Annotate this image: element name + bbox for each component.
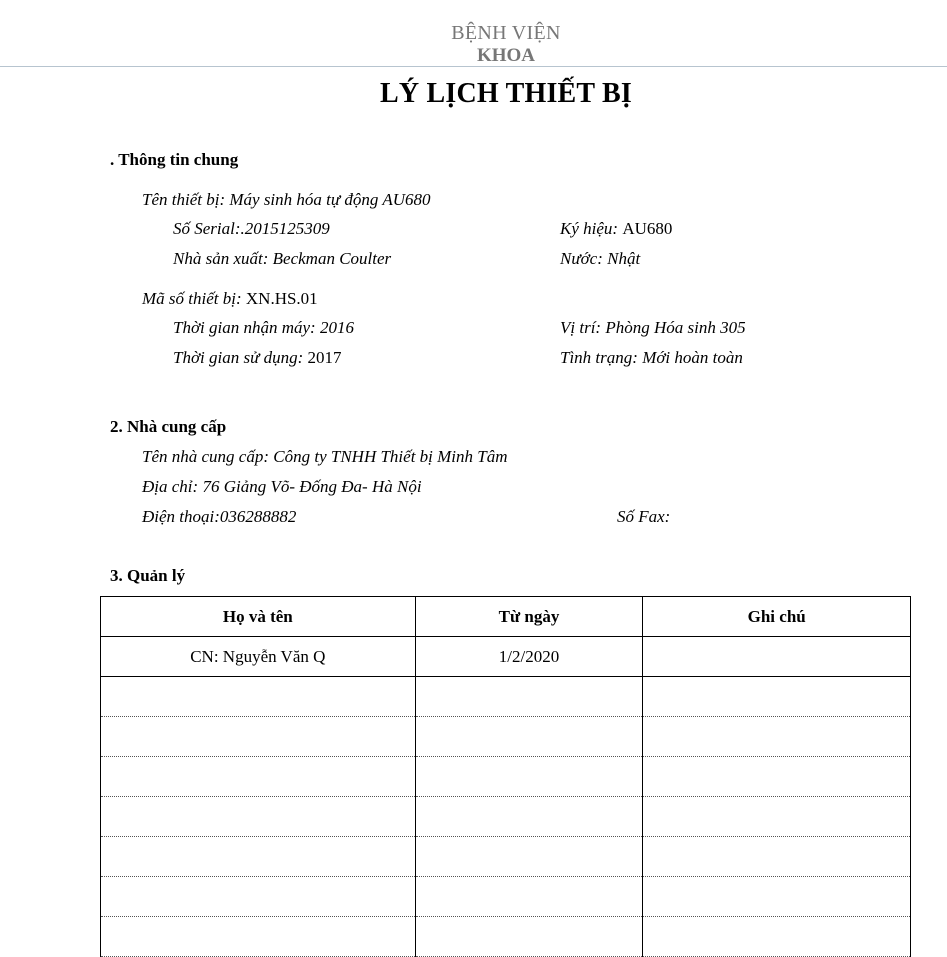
cell-notes <box>643 837 911 877</box>
location-line <box>560 318 746 338</box>
cell-from-date <box>415 797 643 837</box>
cell-name <box>101 757 416 797</box>
cell-name <box>101 717 416 757</box>
cell-from-date <box>415 717 643 757</box>
address-label: Địa chỉ: <box>142 477 203 496</box>
location-label: Vị trí: <box>560 318 606 337</box>
cell-from-date <box>415 877 643 917</box>
document-title: LÝ LỊCH THIẾT BỊ <box>380 78 632 109</box>
fax-label: Số Fax: <box>617 507 671 526</box>
section-supplier-heading: 2. Nhà cung cấp <box>110 417 227 436</box>
department-name: KHOA <box>476 45 536 66</box>
cell-notes <box>643 757 911 797</box>
cell-from-date <box>415 917 643 957</box>
table-row <box>101 637 911 677</box>
supplier-line <box>142 447 508 467</box>
received-value: 2016 <box>319 318 354 337</box>
phone-value: 036288882 <box>219 507 297 526</box>
serial-label: Số Serial:. <box>173 219 245 238</box>
management-table <box>100 596 911 957</box>
column-header-notes: Ghi chú <box>643 597 911 637</box>
cell-from-date <box>415 837 643 877</box>
section-management-heading: 3. Quản lý <box>110 566 186 585</box>
manufacturer-value: Beckman Coulter <box>272 249 392 268</box>
country-line <box>560 249 640 269</box>
device-code-label: Mã số thiết bị: <box>142 289 246 308</box>
table-row <box>101 797 911 837</box>
location-value: Phòng Hóa sinh 305 <box>605 318 746 337</box>
cell-name <box>101 877 416 917</box>
received-line <box>173 318 354 338</box>
received-label: Thời gian nhận máy: <box>173 318 320 337</box>
cell-notes <box>643 797 911 837</box>
device-name-value: Máy sinh hóa tự động AU680 <box>229 190 431 209</box>
table-row <box>101 677 911 717</box>
manufacturer-label: Nhà sản xuất: <box>173 249 273 268</box>
cell-from-date <box>415 757 643 797</box>
table-row <box>101 717 911 757</box>
cell-from-date <box>415 677 643 717</box>
usage-line <box>173 348 342 368</box>
device-name-line <box>142 190 431 210</box>
device-code-value: XN.HS.01 <box>245 289 318 308</box>
cell-notes <box>643 877 911 917</box>
header-divider <box>0 66 947 67</box>
country-value: Nhật <box>607 249 641 268</box>
table-row <box>101 837 911 877</box>
symbol-line <box>560 219 672 239</box>
cell-name <box>101 677 416 717</box>
cell-from-date: 1/2/2020 <box>415 637 643 677</box>
section-general-info-heading: . Thông tin chung <box>110 150 239 169</box>
column-header-name: Họ và tên <box>101 597 416 637</box>
table-row <box>101 757 911 797</box>
country-label: Nước: <box>560 249 608 268</box>
cell-name <box>101 797 416 837</box>
cell-notes <box>643 677 911 717</box>
serial-line <box>173 219 330 239</box>
address-line <box>142 477 422 497</box>
symbol-value: AU680 <box>622 219 673 238</box>
cell-name <box>101 837 416 877</box>
cell-notes <box>643 717 911 757</box>
supplier-value: Công ty TNHH Thiết bị Minh Tâm <box>273 447 508 466</box>
phone-line <box>142 507 296 527</box>
supplier-label: Tên nhà cung cấp: <box>142 447 274 466</box>
cell-name: CN: Nguyễn Văn Q <box>101 637 416 677</box>
hospital-name: BỆNH VIỆN <box>451 22 561 44</box>
page-header <box>0 0 947 67</box>
table-header-row <box>101 597 911 637</box>
serial-value: 2015125309 <box>244 219 330 238</box>
manufacturer-line <box>173 249 391 269</box>
cell-name <box>101 917 416 957</box>
status-label: Tình trạng: <box>560 348 643 367</box>
address-value: 76 Giảng Võ- Đống Đa- Hà Nội <box>202 477 422 496</box>
column-header-from-date: Từ ngày <box>415 597 643 637</box>
table-row <box>101 917 911 957</box>
table-row <box>101 877 911 917</box>
cell-notes <box>643 917 911 957</box>
status-line <box>560 348 743 368</box>
phone-label: Điện thoại: <box>142 507 220 526</box>
device-code-line <box>142 289 318 309</box>
status-value: Mới hoàn toàn <box>642 348 743 367</box>
usage-label: Thời gian sử dụng: <box>173 348 308 367</box>
symbol-label: Ký hiệu: <box>560 219 623 238</box>
device-name-label: Tên thiết bị: <box>142 190 230 209</box>
fax-line <box>617 507 670 527</box>
usage-value: 2017 <box>307 348 342 367</box>
cell-notes <box>643 637 911 677</box>
